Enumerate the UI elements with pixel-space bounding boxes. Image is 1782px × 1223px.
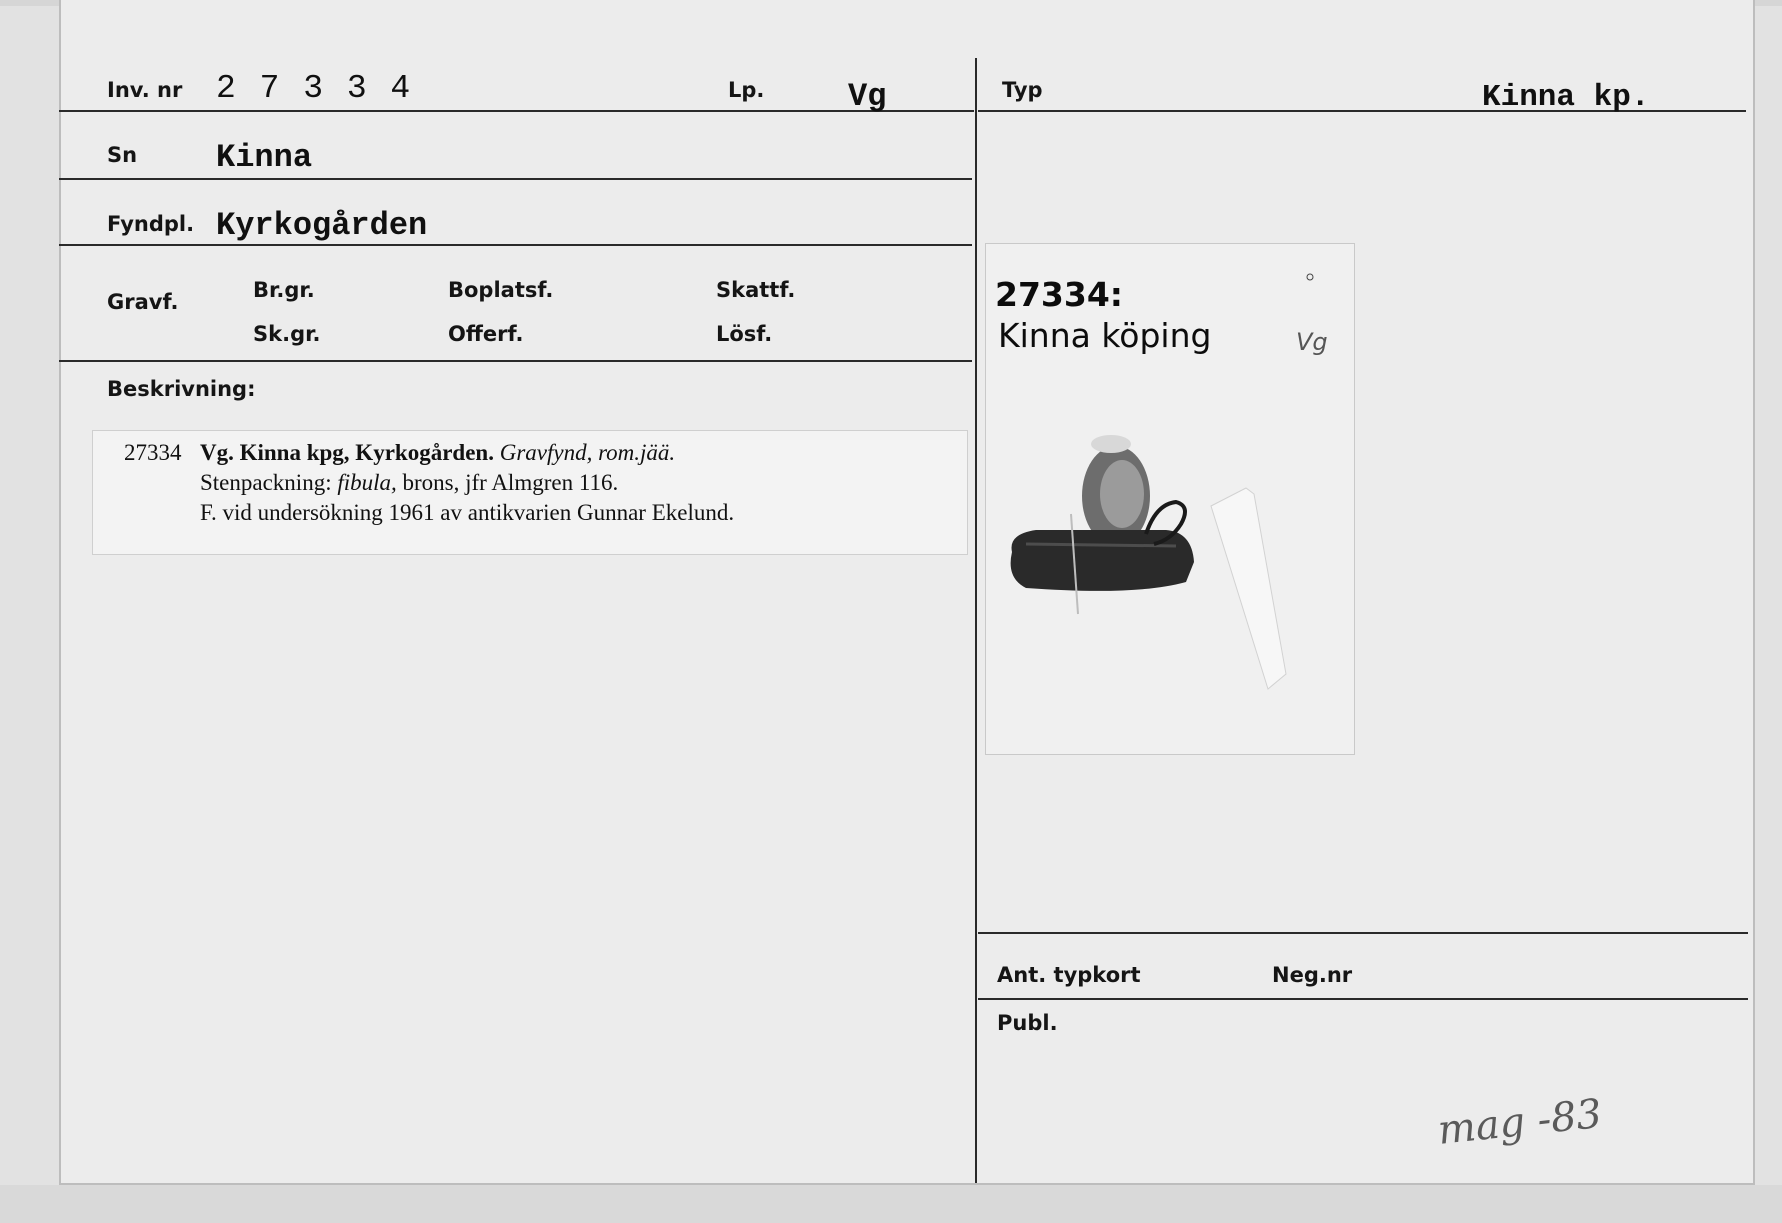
losf-label: Lösf. [716, 322, 773, 346]
description-line-2 [124, 468, 967, 498]
description-find-note: F. vid undersökning 1961 av antikvarien Gunnar Ekelund. [200, 500, 735, 525]
description-context: Stenpackning: [200, 470, 332, 495]
gravf-label: Gravf. [107, 290, 179, 314]
description-object: fibula, [337, 470, 397, 495]
rule-ant-top [978, 932, 1748, 934]
publ-label: Publ. [997, 1011, 1058, 1035]
description-line-1 [124, 438, 967, 468]
typ-label: Typ [1002, 78, 1043, 102]
neg-nr-label: Neg.nr [1272, 963, 1353, 987]
description-heading: Vg. Kinna kpg, Kyrkogården. [200, 440, 494, 465]
center-divider [975, 58, 977, 1183]
sn-label: Sn [107, 143, 138, 167]
typ-value: Kinna kp. [1482, 80, 1650, 115]
lp-label: Lp. [728, 78, 765, 102]
offerf-label: Offerf. [448, 322, 524, 346]
photo-caption-region: Vg [1296, 328, 1328, 356]
lp-value: Vg [848, 78, 887, 115]
fyndpl-label: Fyndpl. [107, 212, 195, 236]
inv-nr-value: 2 7 3 3 4 [216, 70, 413, 107]
description-material: brons, jfr Almgren 116. [402, 470, 619, 495]
rule-publ [978, 998, 1748, 1000]
description-slip [92, 430, 968, 555]
handwritten-note: mag -83 [1435, 1090, 1605, 1154]
beskrivning-label: Beskrivning: [107, 377, 256, 401]
inv-nr-label: Inv. nr [107, 78, 183, 102]
description-classification: Gravfynd, rom.jää. [499, 440, 676, 465]
rule-sn [59, 178, 972, 180]
artifact-photo [985, 243, 1355, 755]
fyndpl-value: Kyrkogården [216, 207, 428, 244]
fibula-image [986, 244, 1356, 756]
photo-caption-number: 27334: [995, 275, 1124, 314]
skattf-label: Skattf. [716, 278, 796, 302]
photo-caption-place: Kinna köping [998, 316, 1212, 355]
scan-edge-bottom [0, 1185, 1782, 1223]
description-number: 27334 [124, 440, 182, 465]
brgr-label: Br.gr. [253, 278, 315, 302]
rule-fyndpl [59, 244, 972, 246]
skgr-label: Sk.gr. [253, 322, 321, 346]
rule-inv [59, 110, 974, 112]
description-line-3 [124, 498, 967, 528]
ant-typkort-label: Ant. typkort [997, 963, 1141, 987]
boplatsf-label: Boplatsf. [448, 278, 554, 302]
rule-gravf [59, 360, 972, 362]
sn-value: Kinna [216, 139, 313, 176]
